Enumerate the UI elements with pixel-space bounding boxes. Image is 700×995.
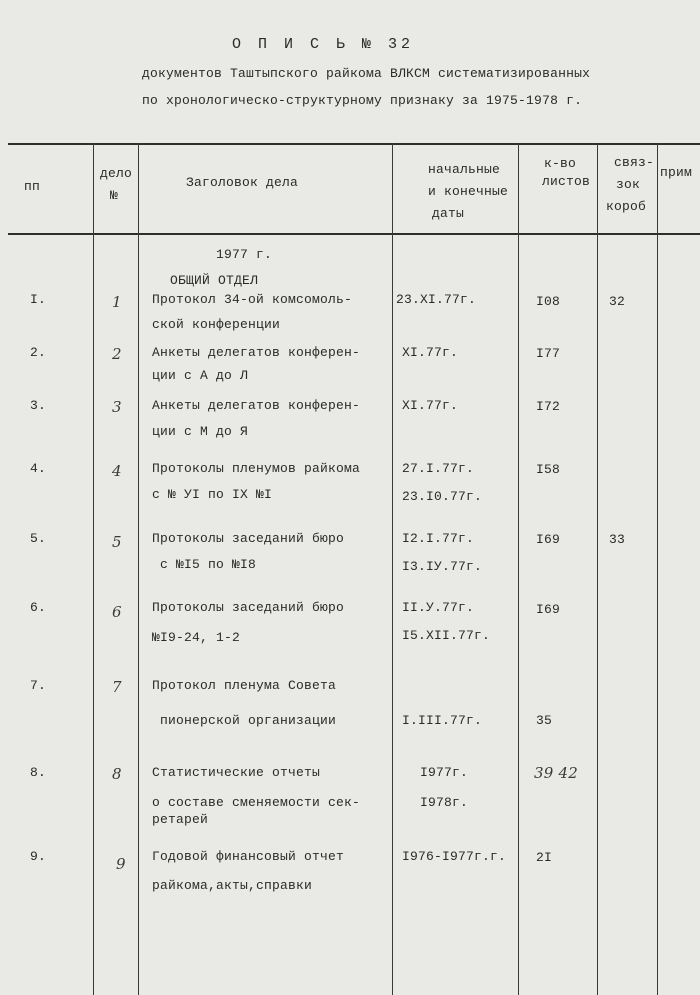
row-title-line1: Протоколы заседаний бюро xyxy=(152,600,345,615)
row-title-line1: Статистические отчеты xyxy=(152,765,321,780)
subtitle-line-1: документов Таштыпского райкома ВЛКСМ систематизированных xyxy=(142,66,591,81)
row-date-end: I5.XII.77г. xyxy=(402,628,491,643)
row-title-line3: ретарей xyxy=(152,812,209,827)
row-pp: 5. xyxy=(30,531,47,546)
header-delo-number: № xyxy=(110,188,119,203)
row-delo: 8 xyxy=(112,765,122,783)
row-title-line2: ции с М до Я xyxy=(152,424,249,439)
header-sheets-2: листов xyxy=(542,174,591,189)
header-box-3: короб xyxy=(606,199,647,214)
row-date-start: 23.XI.77г. xyxy=(396,292,477,307)
row-title-line2: №I9-24, 1-2 xyxy=(152,630,241,645)
row-title-line2: с №I5 по №I8 xyxy=(160,557,257,572)
row-delo: 9 xyxy=(116,855,126,873)
row-title-line2: пионерской организации xyxy=(160,713,337,728)
row-date-start: I.III.77г. xyxy=(402,713,483,728)
header-note: прим xyxy=(660,165,693,180)
row-pp: 2. xyxy=(30,345,47,360)
header-dates-1: начальные xyxy=(428,162,501,177)
column-divider xyxy=(518,143,519,995)
header-delo: дело xyxy=(100,166,133,181)
row-title-line2: ской конференции xyxy=(152,317,281,332)
row-date-start: II.У.77г. xyxy=(402,600,475,615)
row-pp: 3. xyxy=(30,398,47,413)
row-delo: 5 xyxy=(112,533,122,551)
row-delo: 1 xyxy=(112,293,122,311)
header-box-2: зок xyxy=(616,177,641,192)
header-pp: пп xyxy=(24,179,41,194)
subtitle-line-2: по хронологическо-структурному признаку за 1975-1978 г. xyxy=(142,93,583,108)
column-divider xyxy=(657,143,658,995)
row-delo: 3 xyxy=(112,398,122,416)
row-title-line2: с № УI по IX №I xyxy=(152,487,273,502)
column-divider xyxy=(138,143,139,995)
row-title-line1: Протоколы пленумов райкома xyxy=(152,461,361,476)
header-dates-3: даты xyxy=(432,206,465,221)
row-pp: I. xyxy=(30,292,47,307)
row-pp: 7. xyxy=(30,678,47,693)
row-pp: 9. xyxy=(30,849,47,864)
row-title-line1: Протокол пленума Совета xyxy=(152,678,337,693)
column-divider xyxy=(93,143,94,995)
document-title: О П И С Ь № 32 xyxy=(232,36,415,53)
header-box-1: связ- xyxy=(614,155,655,170)
row-sheets: I69 xyxy=(536,532,561,547)
row-title-line2: о составе сменяемости сек- xyxy=(152,795,361,810)
header-dates-2: и конечные xyxy=(428,184,509,199)
row-title-line1: Протоколы заседаний бюро xyxy=(152,531,345,546)
row-date-start: I976-I977г.г. xyxy=(402,849,507,864)
column-divider xyxy=(597,143,598,995)
row-delo: 2 xyxy=(112,345,122,363)
row-title-line1: Годовой финансовый отчет xyxy=(152,849,345,864)
row-title-line2: ции с А до Л xyxy=(152,368,249,383)
row-title-line1: Протокол 34-ой комсомоль- xyxy=(152,292,353,307)
header-title: Заголовок дела xyxy=(186,175,299,190)
row-sheets: 39 42 xyxy=(534,764,578,782)
row-date-start: I2.I.77г. xyxy=(402,531,475,546)
row-date-end: 23.I0.77г. xyxy=(402,489,483,504)
section-name: ОБЩИЙ ОТДЕЛ xyxy=(170,273,259,288)
row-date-start: I977г. xyxy=(420,765,469,780)
row-sheets: I69 xyxy=(536,602,561,617)
row-date-start: XI.77г. xyxy=(402,345,459,360)
row-date-end: I3.IУ.77г. xyxy=(402,559,483,574)
column-divider xyxy=(392,143,393,995)
row-pp: 6. xyxy=(30,600,47,615)
row-sheets: I58 xyxy=(536,462,561,477)
row-sheets: I08 xyxy=(536,294,561,309)
row-pp: 4. xyxy=(30,461,47,476)
row-sheets: I72 xyxy=(536,399,561,414)
row-box: 32 xyxy=(609,294,626,309)
row-title-line1: Анкеты делегатов конферен- xyxy=(152,398,361,413)
row-sheets: 2I xyxy=(536,850,553,865)
row-title-line2: райкома,акты,справки xyxy=(152,878,313,893)
header-sheets-1: к-во xyxy=(544,156,577,171)
row-delo: 4 xyxy=(112,462,122,480)
row-date-start: XI.77г. xyxy=(402,398,459,413)
row-box: 33 xyxy=(609,532,626,547)
row-sheets: I77 xyxy=(536,346,561,361)
row-title-line1: Анкеты делегатов конферен- xyxy=(152,345,361,360)
section-year: 1977 г. xyxy=(216,247,273,262)
row-sheets: 35 xyxy=(536,713,553,728)
row-date-start: 27.I.77г. xyxy=(402,461,475,476)
row-date-end: I978г. xyxy=(420,795,469,810)
row-pp: 8. xyxy=(30,765,47,780)
row-delo: 7 xyxy=(112,678,122,696)
row-delo: 6 xyxy=(112,603,122,621)
